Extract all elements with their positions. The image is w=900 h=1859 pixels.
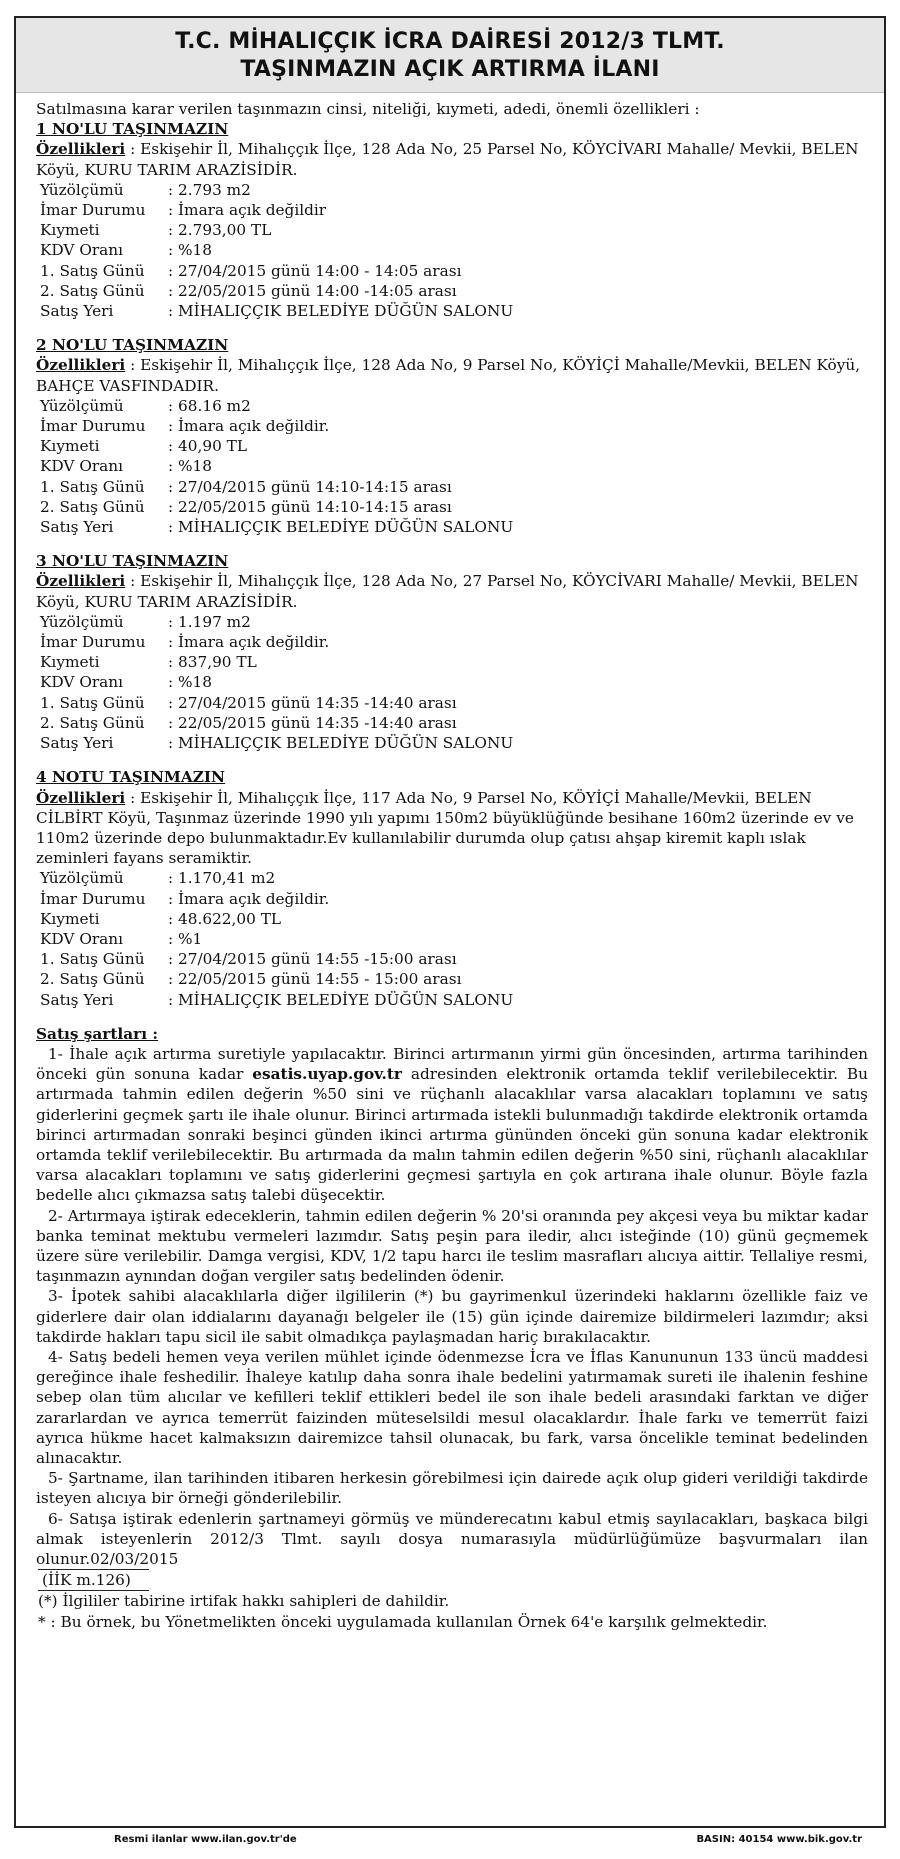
condition-4: 4- Satış bedeli hemen veya verilen mühlet içinde ödenmezse İcra ve İflas Kanununun 133 üncü maddesi gereğince ihale feshedilir. İhaleye katılıp daha sonra ihale bedelini yatırmamak sureti ile ihalenin feshine sebep olan tüm alıcılar ve kefilleri teklif ettikleri bedel ile son ihale bedeli arasındaki farktan ve diğer zararlardan ve ayrıca temerrüt faizinden müteselsildi mesul olacaklardır. İhale farkı ve temerrüt faizi ayrıca hükme hacet kalmaksızın dairemizce tahsil olunacak, bu fark, varsa öncelikle teminat bedelinden alınacaktır.: [36, 1347, 868, 1467]
lot-field-row: [36, 456, 868, 476]
lot-field-value: : 40,90 TL: [168, 437, 248, 456]
lot-field-value: : MİHALIÇÇIK BELEDİYE DÜĞÜN SALONU: [168, 990, 514, 1009]
lot-field-value: : 27/04/2015 günü 14:55 -15:00 arası: [168, 950, 457, 969]
lot-field-row: [36, 436, 868, 456]
lot-title: 3 NO'LU TAŞINMAZIN: [36, 552, 229, 571]
lot-3: [36, 551, 868, 753]
lot-field-label: 2. Satış Günü: [40, 713, 145, 732]
conditions-title: Satış şartları :: [36, 1024, 158, 1043]
lot-title: 2 NO'LU TAŞINMAZIN: [36, 336, 229, 355]
lot-field-label: Satış Yeri: [40, 518, 114, 537]
condition-2: 2- Artırmaya iştirak edeceklerin, tahmin edilen değerin % 20'si oranında pey akçesi veya bu miktar kadar banka teminat mektubu vermeleri lazımdır. Satış peşin para iledir, alıcı isteğinde (10) günü geçmemek üzere süre verilebilir. Damga vergisi, KDV, 1/2 tapu harcı ile teslim masrafları alıcıya aittir. Tellaliye resmi, taşınmazın aynından doğan vergiler satış bedelinden ödenir.: [36, 1206, 869, 1286]
footnote-1: (*) İlgililer tabirine irtifak hakkı sahipleri de dahildir.: [38, 1592, 450, 1611]
lot-field-label: İmar Durumu: [40, 889, 146, 908]
lot-field-row: [36, 497, 868, 517]
intro-text: Satılmasına karar verilen taşınmazın cinsi, niteliği, kıymeti, adedi, önemli özellikleri :: [36, 100, 700, 118]
lot-field-row: [36, 416, 868, 436]
lot-field-label: Yüzölçümü: [40, 869, 124, 888]
lot-field-label: Satış Yeri: [40, 734, 114, 753]
lot-field-label: 2. Satış Günü: [40, 970, 145, 989]
lot-field-value: : İmara açık değildir.: [168, 633, 330, 652]
lot-field-row: [36, 969, 868, 989]
condition-1-part-a: 1- İhale açık artırma suretiyle yapılacaktır. Birinci artırmanın yirmi gün öncesinden, artırma tarihinden önceki gün sonuna kadar: [36, 1044, 868, 1084]
lot-field-row: [36, 733, 868, 753]
lot-field-label: KDV Oranı: [40, 241, 124, 260]
lot-title: 4 NOTU TAŞINMAZIN: [36, 768, 226, 787]
lot-field-row: [36, 693, 868, 713]
lot-field-label: İmar Durumu: [40, 201, 146, 220]
lot-field-label: Satış Yeri: [40, 990, 114, 1009]
lot-field-label: Kıymeti: [40, 909, 100, 928]
lot-field-row: [36, 240, 868, 260]
lot-field-value: : MİHALIÇÇIK BELEDİYE DÜĞÜN SALONU: [168, 518, 514, 537]
iik-reference: [36, 1569, 868, 1591]
lot-features-label: Özellikleri: [36, 356, 126, 375]
condition-6: 6- Satışa iştirak edenlerin şartnameyi görmüş ve münderecatını kabul etmiş sayılacakları, başkaca bilgi almak isteyenlerin 2012/3 Tlmt. sayılı dosya numarasıyla müdürlüğümüze başvurmaları ilan olunur.02/03/2015: [36, 1509, 868, 1569]
lot-field-row: [36, 713, 868, 733]
lot-features-text: : Eskişehir İl, Mihalıççık İlçe, 117 Ada No, 9 Parsel No, KÖYİÇİ Mahalle/Mevkii, BELEN CİLBİRT Köyü, Taşınmaz üzerinde 1990 yılı yapımı 150m2 büyüklüğünde besihane 160m2 üzerinde ev ve 110m2 üzerinde depo bulunmaktadır.Ev kullanılabilir durumda olup çatısı ahşap kiremit kaplı ıslak zeminleri fayans seramiktir.: [36, 788, 854, 868]
lot-field-label: KDV Oranı: [40, 673, 124, 692]
lot-field-value: : İmara açık değildir.: [168, 417, 330, 436]
lot-field-value: : 1.170,41 m2: [168, 869, 276, 888]
lot-field-label: İmar Durumu: [40, 633, 146, 652]
lot-field-value: : 2.793 m2: [168, 180, 251, 199]
header-title-line2: TAŞINMAZIN AÇIK ARTIRMA İLANI: [240, 57, 660, 82]
lot-field-label: 2. Satış Günü: [40, 497, 145, 516]
lot-field-value: : 27/04/2015 günü 14:10-14:15 arası: [168, 477, 452, 496]
lot-field-row: [36, 929, 868, 949]
lot-field-label: KDV Oranı: [40, 457, 124, 476]
lot-field-row: [36, 868, 868, 888]
lot-field-label: Kıymeti: [40, 221, 100, 240]
lot-features: [36, 139, 868, 179]
lot-field-row: [36, 672, 868, 692]
announcement-body: [16, 93, 884, 1632]
lot-field-row: [36, 200, 868, 220]
lot-field-label: Yüzölçümü: [40, 612, 124, 631]
lot-field-row: [36, 990, 868, 1010]
lot-field-label: 1. Satış Günü: [40, 261, 145, 280]
lot-field-row: [36, 889, 868, 909]
lot-features-label: Özellikleri: [36, 572, 126, 591]
lot-field-value: : İmara açık değildir.: [168, 889, 330, 908]
lot-field-value: : MİHALIÇÇIK BELEDİYE DÜĞÜN SALONU: [168, 302, 514, 321]
lot-field-row: [36, 949, 868, 969]
lot-field-label: 2. Satış Günü: [40, 281, 145, 300]
lot-field-value: : 22/05/2015 günü 14:10-14:15 arası: [168, 497, 452, 516]
lot-field-value: : 27/04/2015 günü 14:35 -14:40 arası: [168, 693, 457, 712]
lot-field-row: [36, 301, 868, 321]
lot-features-text: : Eskişehir İl, Mihalıççık İlçe, 128 Ada No, 9 Parsel No, KÖYİÇİ Mahalle/Mevkii, BELEN Köyü, BAHÇE VASFINDADIR.: [36, 356, 861, 395]
condition-3: 3- İpotek sahibi alacaklılarla diğer ilgililerin (*) bu gayrimenkul üzerindeki haklarını özellikle faiz ve giderlere dair olan iddialarını dayanağı belgeler ile (15) gün içinde dairemize bildirmeleri lazımdır; aksi takdirde hakları tapu sicil ile sabit olmadıkça paylaşmadan hariç bırakılacaktır.: [36, 1287, 868, 1346]
lot-field-value: : %18: [168, 241, 213, 260]
condition-5: 5- Şartname, ilan tarihinden itibaren herkesin görebilmesi için dairede açık olup gideri verildiği takdirde isteyen alıcıya bir örneği gönderilebilir.: [36, 1469, 868, 1508]
lot-field-value: : %1: [168, 929, 203, 948]
lot-field-label: İmar Durumu: [40, 417, 146, 436]
lot-1: [36, 119, 868, 321]
lot-field-label: KDV Oranı: [40, 929, 124, 948]
lot-field-value: : 2.793,00 TL: [168, 221, 272, 240]
lot-features-label: Özellikleri: [36, 788, 126, 807]
lot-field-label: 1. Satış Günü: [40, 950, 145, 969]
lot-field-row: [36, 396, 868, 416]
lot-field-label: 1. Satış Günü: [40, 693, 145, 712]
lot-field-value: : 22/05/2015 günü 14:00 -14:05 arası: [168, 281, 457, 300]
lot-field-row: [36, 517, 868, 537]
lot-field-value: : 22/05/2015 günü 14:55 - 15:00 arası: [168, 970, 462, 989]
lot-field-value: : İmara açık değildir: [168, 201, 327, 220]
lot-field-value: : 837,90 TL: [168, 653, 257, 672]
lot-field-label: Kıymeti: [40, 653, 100, 672]
lot-features-label: Özellikleri: [36, 140, 126, 159]
lot-field-label: 1. Satış Günü: [40, 477, 145, 496]
lot-field-label: Yüzölçümü: [40, 396, 124, 415]
lot-field-value: : %18: [168, 673, 213, 692]
lot-field-row: [36, 652, 868, 672]
lot-field-row: [36, 909, 868, 929]
lot-4: [36, 767, 868, 1009]
lot-features: [36, 571, 868, 611]
footer-left-text: Resmi ilanlar www.ilan.gov.tr'de: [114, 1834, 297, 1845]
lots-list: [36, 119, 868, 1010]
footer-right-text: BASIN: 40154 www.bik.gov.tr: [696, 1834, 862, 1845]
lot-field-label: Kıymeti: [40, 437, 100, 456]
lot-field-value: : 68.16 m2: [168, 396, 251, 415]
lot-field-row: [36, 220, 868, 240]
lot-features-text: : Eskişehir İl, Mihalıççık İlçe, 128 Ada No, 25 Parsel No, KÖYCİVARI Mahalle/ Mevkii, BELEN Köyü, KURU TARIM ARAZİSİDİR.: [36, 140, 859, 179]
lot-field-label: Satış Yeri: [40, 302, 114, 321]
footnote-2: * : Bu örnek, bu Yönetmelikten önceki uygulamada kullanılan Örnek 64'e karşılık gelmektedir.: [38, 1612, 768, 1631]
announcement-frame: [14, 16, 886, 1828]
lot-features: [36, 788, 868, 869]
esatis-link[interactable]: esatis.uyap.gov.tr: [252, 1065, 402, 1084]
announcement-header: [16, 18, 884, 93]
lot-field-value: : 48.622,00 TL: [168, 909, 282, 928]
lot-features-text: : Eskişehir İl, Mihalıççık İlçe, 128 Ada No, 27 Parsel No, KÖYCİVARI Mahalle/ Mevkii, BELEN Köyü, KURU TARIM ARAZİSİDİR.: [36, 572, 859, 611]
condition-1: [36, 1044, 868, 1206]
lot-title: 1 NO'LU TAŞINMAZIN: [36, 120, 229, 139]
page-footer: [14, 1830, 886, 1852]
lot-2: [36, 335, 868, 537]
iik-reference-text: (İİK m.126): [38, 1569, 149, 1591]
lot-field-row: [36, 261, 868, 281]
lot-field-row: [36, 180, 868, 200]
header-title-line1: T.C. MİHALIÇÇIK İCRA DAİRESİ 2012/3 TLMT.: [175, 29, 725, 54]
lot-features: [36, 355, 868, 395]
lot-field-value: : 27/04/2015 günü 14:00 - 14:05 arası: [168, 261, 462, 280]
lot-field-row: [36, 477, 868, 497]
lot-field-value: : 1.197 m2: [168, 612, 251, 631]
condition-1-part-b: adresinden elektronik ortamda teklif verilebilecektir. Bu artırmada tahmin edilen değerin %50 sini ve rüçhanlı alacaklılar varsa alacakları toplamını ve satış giderlerini geçmek şartı ile ihale olunur. Birinci artırmada istekli bulunmadığı takdirde elektronik ortamda birinci artırmadan sonraki beşinci günden ikinci artırma gününden önceki gün sonuna kadar elektronik ortamda teklif verilebilecektir. Bu artırmada da malın tahmin edilen değerin %50 sini, rüçhanlı alacaklılar varsa alacakları toplamını ve satış giderlerini geçmesi şartıyla en çok artırana ihale olunur. Böyle fazla bedelle alıcı çıkmazsa satış talebi düşecektir.: [36, 1065, 868, 1205]
lot-field-value: : MİHALIÇÇIK BELEDİYE DÜĞÜN SALONU: [168, 734, 514, 753]
lot-field-row: [36, 632, 868, 652]
lot-field-value: : %18: [168, 457, 213, 476]
lot-field-label: Yüzölçümü: [40, 180, 124, 199]
lot-field-row: [36, 612, 868, 632]
lot-field-value: : 22/05/2015 günü 14:35 -14:40 arası: [168, 713, 457, 732]
lot-field-row: [36, 281, 868, 301]
